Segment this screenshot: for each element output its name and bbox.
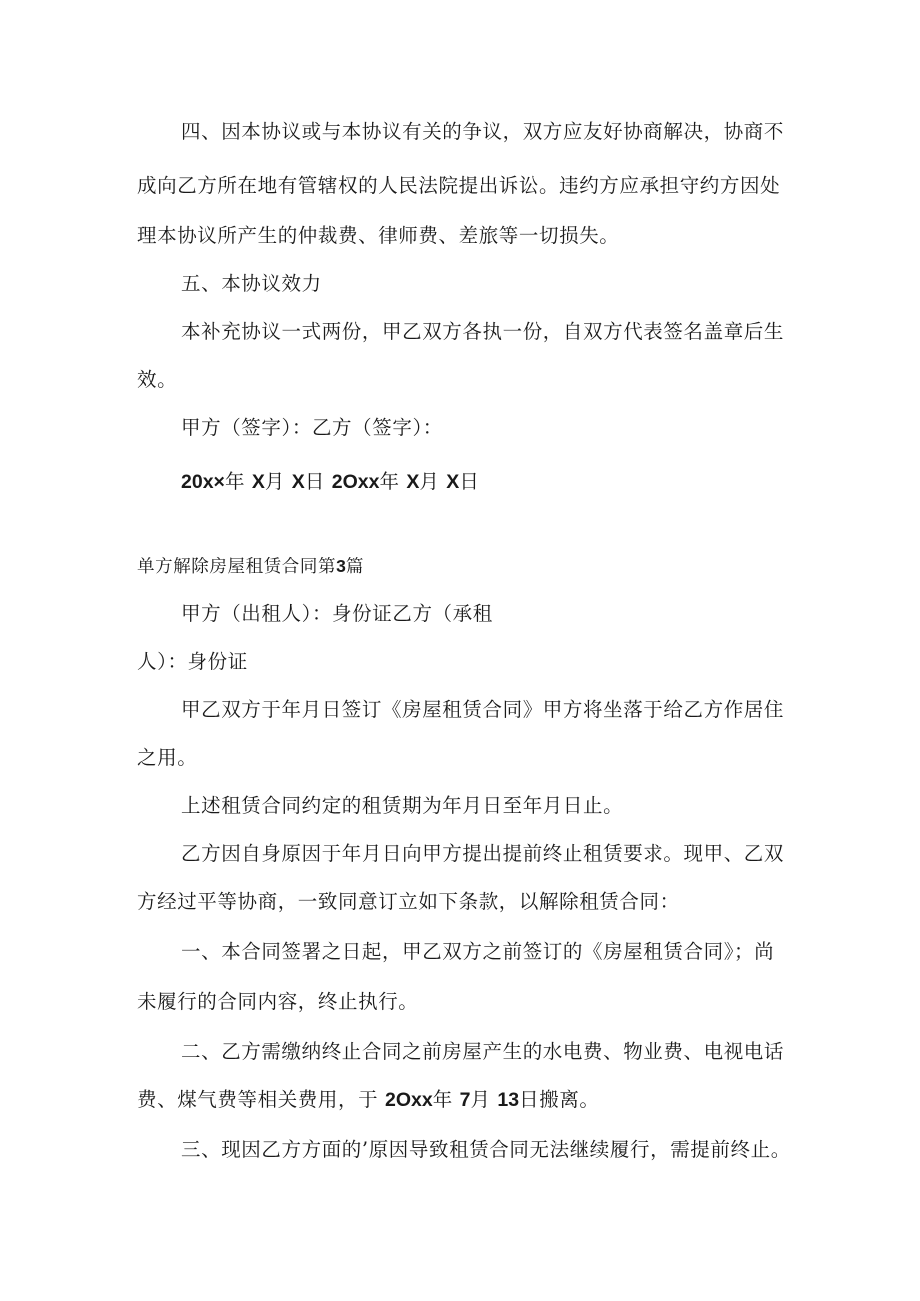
c2-year: 2Oxx: [385, 1089, 433, 1111]
c2-day: 13: [497, 1089, 520, 1111]
c2-line2: [137, 1088, 600, 1112]
date-b-day-unit: 日: [459, 470, 480, 493]
date-a-day-unit: 日: [304, 470, 325, 493]
date-a-month: X: [251, 471, 265, 493]
parties-line2: 人）：身份证: [137, 650, 248, 673]
c2-line2-pre: 费、煤气费等相关费用，于: [137, 1088, 379, 1111]
c1-line1: 一、本合同签署之日起，甲乙双方之前签订的《房屋租赁合同》；尚: [181, 940, 775, 963]
clause5-title: 五、本协议效力: [181, 272, 322, 295]
p1-line2: 之用。: [137, 746, 198, 769]
c3-line1: 三、现因乙方方面的’原因导致租赁合同无法继续履行，需提前终止。: [181, 1138, 791, 1161]
parties-line1: 甲方（出租人）：身份证乙方（承租: [181, 602, 493, 625]
date-b-day: X: [446, 471, 460, 493]
date-a-month-unit: 月: [264, 470, 285, 493]
clause5-line2: 效。: [137, 368, 178, 391]
c2-month-unit: 月: [470, 1088, 491, 1111]
p3-line2: 方经过平等协商，一致同意订立如下条款，以解除租赁合同：: [137, 890, 680, 913]
c2-line2-post: 日搬离。: [519, 1088, 600, 1111]
p1-line1: 甲乙双方于年月日签订《房屋租赁合同》甲方将坐落于给乙方作居住: [181, 698, 785, 721]
date-a-year: 20x×: [181, 471, 225, 493]
c2-line1: 二、乙方需缴纳终止合同之前房屋产生的水电费、物业费、电视电话: [181, 1040, 785, 1063]
date-b-month-unit: 月: [419, 470, 440, 493]
date-b-month: X: [406, 471, 420, 493]
section3-heading-num: 3: [336, 556, 346, 576]
date-a-day: X: [291, 471, 305, 493]
date-a-year-unit: 年: [224, 470, 246, 493]
clause4-line2: 成向乙方所在地有管辖权的人民法院提出诉讼。违约方应承担守约方因处: [137, 174, 781, 197]
clause4-line3: 理本协议所产生的仲裁费、律师费、差旅等一切损失。: [137, 224, 620, 247]
signature-dates: [181, 470, 479, 494]
date-b-year: 2Oxx: [331, 471, 380, 493]
p3-line1: 乙方因自身原因于年月日向甲方提出提前终止租赁要求。现甲、乙双: [181, 842, 785, 865]
clause4-line1: 四、因本协议或与本协议有关的争议，双方应友好协商解决，协商不: [181, 120, 785, 143]
section3-heading-post: 篇: [345, 557, 364, 577]
section3-heading: [137, 554, 364, 579]
date-b-year-unit: 年: [379, 470, 400, 493]
c1-line2: 未履行的合同内容，终止执行。: [137, 990, 419, 1013]
p2-line1: 上述租赁合同约定的租赁期为年月日至年月日止。: [181, 794, 624, 817]
c2-month: 7: [459, 1089, 471, 1111]
c2-year-unit: 年: [432, 1088, 453, 1111]
signature-label: 甲方（签字）：乙方（签字）：: [181, 416, 443, 439]
clause5-line1: 本补充协议一式两份，甲乙双方各执一份，自双方代表签名盖章后生: [181, 320, 785, 343]
section3-heading-pre: 单方解除房屋租赁合同第: [137, 557, 337, 577]
